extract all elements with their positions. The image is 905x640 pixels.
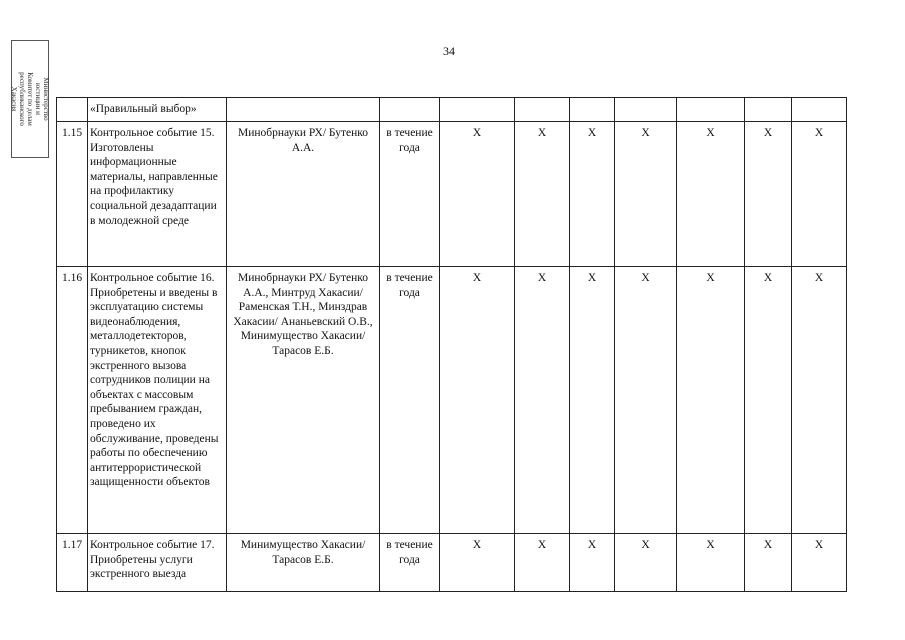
mark-cell: X [570,267,615,534]
mark-cell [792,98,847,122]
mark-cell: X [677,267,745,534]
mark-cell: X [677,122,745,267]
table-row [57,267,847,534]
executor: Минобрнауки РХ/ Бутенко А.А., Минтруд Хакасии/ Раменская Т.Н., Минздрав Хакасии/ Ананьевский О.В., Минимущество Хакасии/ Тарасов Е.Б. [227,267,380,534]
row-number: 1.15 [57,122,88,267]
row-number: 1.16 [57,267,88,534]
continuation-text: «Правильный выбор» [88,98,227,122]
mark-cell [515,98,570,122]
mark-cell: X [440,534,515,592]
num-cell [57,98,88,122]
mark-cell: X [570,122,615,267]
mark-cell [615,98,677,122]
mark-cell [440,98,515,122]
event-description: Контрольное событие 15. Изготовлены информационные материалы, направленные на профилактику социальной дезадаптации в молодежной среде [88,122,227,267]
mark-cell: X [440,267,515,534]
stamp-line: республиканского [18,72,26,126]
mark-cell [677,98,745,122]
activities-table [56,97,847,592]
mark-cell: X [745,534,792,592]
mark-cell: X [745,267,792,534]
stamp-line: юстиции и [34,83,42,115]
stamp-line: Министерство [42,77,50,121]
executor: Минимущество Хакасии/ Тарасов Е.Б. [227,534,380,592]
mark-cell [745,98,792,122]
mark-cell: X [677,534,745,592]
mark-cell: X [792,534,847,592]
continuation-row [57,98,847,122]
page-number: 34 [443,44,455,58]
term-cell [380,98,440,122]
mark-cell: X [570,534,615,592]
table-row [57,534,847,592]
term: в течение года [380,122,440,267]
row-number: 1.17 [57,534,88,592]
mark-cell: X [745,122,792,267]
mark-cell: X [515,122,570,267]
stamp-line: Комитет по делам [26,72,34,126]
executor-cell [227,98,380,122]
mark-cell: X [615,534,677,592]
mark-cell: X [792,122,847,267]
event-description: Контрольное событие 16. Приобретены и введены в эксплуатацию системы видеонаблюдения, металлодетекторов, турникетов, кнопок экстренного вызова сотрудников полиции на объектах с массовым пребыванием граждан, проведено их обслуживание, проведены работы по обеспечению антитеррористической защищенности объектов [88,267,227,534]
mark-cell: X [515,534,570,592]
mark-cell: X [615,122,677,267]
mark-cell: X [515,267,570,534]
mark-cell: X [792,267,847,534]
registration-stamp [11,40,49,158]
mark-cell [570,98,615,122]
mark-cell: X [440,122,515,267]
event-description: Контрольное событие 17. Приобретены услуги экстренного выезда [88,534,227,592]
stamp-text [10,43,50,155]
stamp-line: Хакасия [10,86,18,112]
mark-cell: X [615,267,677,534]
term: в течение года [380,267,440,534]
executor: Минобрнауки РХ/ Бутенко А.А. [227,122,380,267]
term: в течение года [380,534,440,592]
table-row [57,122,847,267]
